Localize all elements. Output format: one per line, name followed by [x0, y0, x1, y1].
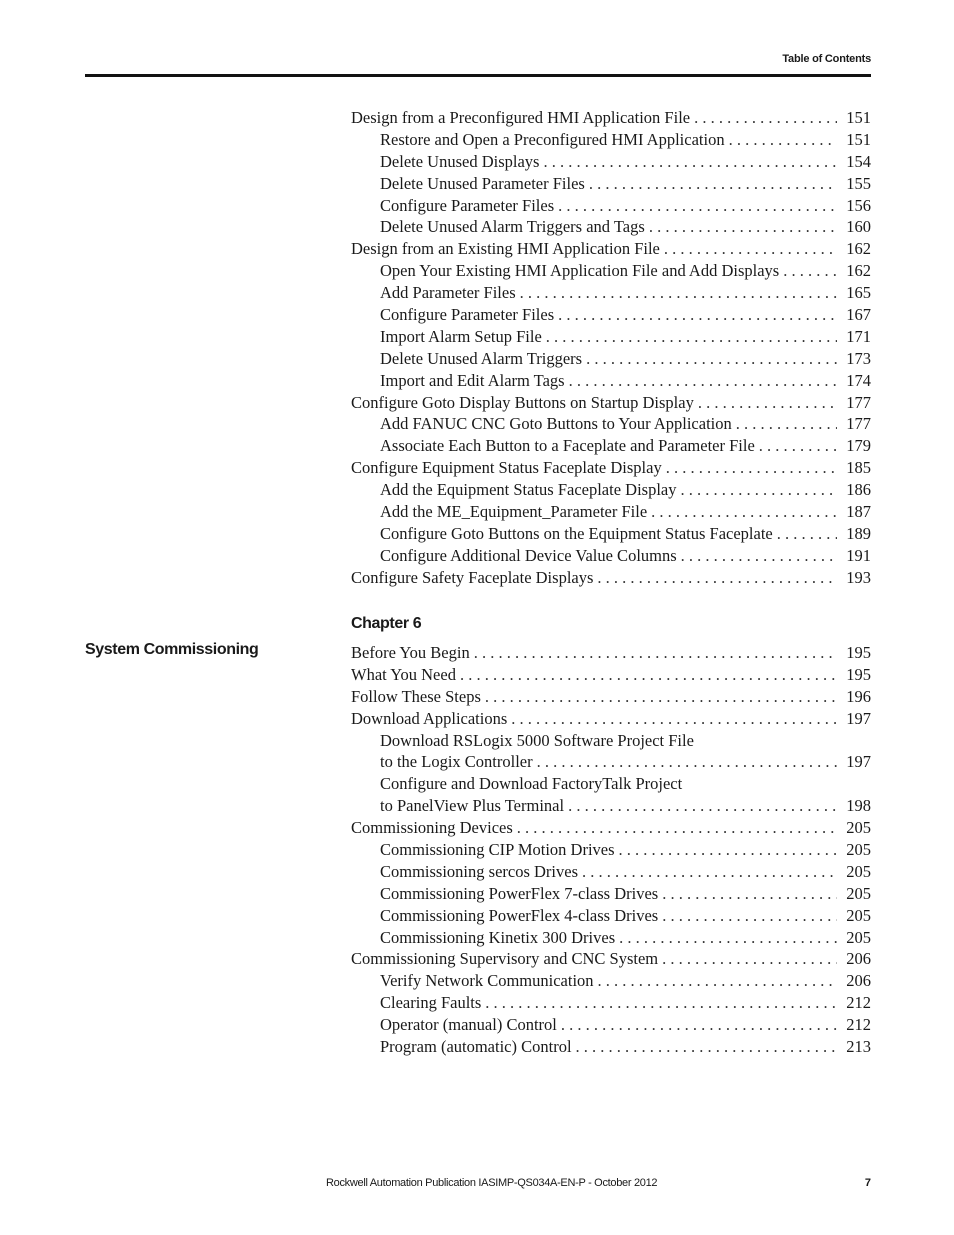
dot-leader: [759, 435, 837, 457]
toc-entry[interactable]: [351, 883, 871, 905]
toc-entry-title: Follow These Steps: [351, 686, 481, 706]
toc-entry[interactable]: [351, 545, 871, 567]
toc-entry-title: Commissioning sercos Drives: [380, 861, 578, 881]
toc-entry[interactable]: [351, 686, 871, 708]
toc-entry[interactable]: [351, 216, 871, 238]
toc-continued-list: [351, 107, 871, 589]
toc-entry[interactable]: [351, 107, 871, 129]
dot-leader: [597, 567, 837, 589]
dot-leader: [561, 1014, 837, 1036]
toc-entry-title: Add the ME_Equipment_Parameter File: [380, 502, 648, 522]
toc-entry-page: 205: [846, 840, 871, 860]
toc-entry[interactable]: [351, 173, 871, 195]
dot-leader: [485, 686, 837, 708]
toc-entry-page: 197: [846, 708, 871, 728]
toc-entry-page: 205: [846, 861, 871, 881]
dot-leader: [517, 817, 837, 839]
toc-entry[interactable]: [351, 304, 871, 326]
toc-entry-page: 165: [846, 283, 871, 303]
toc-entry-title: Delete Unused Alarm Triggers and Tags: [380, 217, 645, 237]
toc-entry-title: Add Parameter Files: [380, 283, 516, 303]
toc-entry-page: 162: [846, 239, 871, 259]
toc-entry-title: Configure Goto Display Buttons on Startup Display: [351, 392, 694, 412]
toc-entry[interactable]: [351, 567, 871, 589]
dot-leader: [598, 970, 837, 992]
dot-leader: [664, 238, 837, 260]
toc-entry[interactable]: [351, 664, 871, 686]
toc-entry-page: 189: [846, 523, 871, 543]
toc-entry-title: Import and Edit Alarm Tags: [380, 370, 565, 390]
toc-entry-title: Commissioning PowerFlex 4-class Drives: [380, 905, 659, 925]
toc-entry-title: Configure Equipment Status Faceplate Display: [351, 458, 662, 478]
dot-leader: [729, 129, 837, 151]
toc-entry-title: Operator (manual) Control: [380, 1015, 557, 1035]
toc-entry-title: Open Your Existing HMI Application File and Add Displays: [380, 261, 780, 281]
toc-entry-title: Download RSLogix 5000 Software Project File: [380, 730, 694, 750]
toc-entry[interactable]: [351, 413, 871, 435]
toc-entry-page: 177: [846, 414, 871, 434]
toc-entry-page: 187: [846, 502, 871, 522]
toc-entry-title: Program (automatic) Control: [380, 1037, 572, 1057]
toc-entry[interactable]: [351, 970, 871, 992]
toc-entry-title: Commissioning Kinetix 300 Drives: [380, 927, 616, 947]
toc-entry-page: 162: [846, 261, 871, 281]
toc-entry-page: 193: [846, 567, 871, 587]
toc-entry[interactable]: [351, 992, 871, 1014]
toc-entry-page: 205: [846, 883, 871, 903]
toc-entry-page: 206: [846, 949, 871, 969]
toc-entry-page: 167: [846, 305, 871, 325]
toc-entry-page: 154: [846, 151, 871, 171]
dot-leader: [558, 304, 837, 326]
toc-entry-page: 177: [846, 392, 871, 412]
toc-entry-title: Add FANUC CNC Goto Buttons to Your Application: [380, 414, 732, 434]
toc-entry-title: Restore and Open a Preconfigured HMI Application: [380, 129, 725, 149]
toc-entry-title: Configure Goto Buttons on the Equipment Status Faceplate: [380, 523, 773, 543]
dot-leader: [680, 479, 837, 501]
toc-entry-page: 186: [846, 480, 871, 500]
toc-entry[interactable]: [351, 326, 871, 348]
toc-entry[interactable]: [351, 948, 871, 970]
dot-leader: [681, 545, 837, 567]
toc-entry[interactable]: [351, 927, 871, 949]
toc-entry-title: Design from a Preconfigured HMI Application File: [351, 108, 691, 127]
toc-entry[interactable]: [351, 708, 871, 730]
dot-leader: [460, 664, 837, 686]
dot-leader: [666, 457, 837, 479]
toc-entry-page: 156: [846, 195, 871, 215]
toc-entry-page: 205: [846, 818, 871, 838]
toc-entry-title: to the Logix Controller: [380, 752, 533, 772]
toc-entry[interactable]: [351, 392, 871, 414]
toc-entry[interactable]: [351, 282, 871, 304]
toc-entry-page: 196: [846, 686, 871, 706]
dot-leader: [546, 326, 837, 348]
dot-leader: [783, 260, 837, 282]
dot-leader: [662, 883, 837, 905]
dot-leader: [619, 839, 837, 861]
toc-entry-title: to PanelView Plus Terminal: [380, 796, 565, 816]
toc-entry-title: Verify Network Communication: [380, 971, 594, 991]
running-header-title: Table of Contents: [782, 53, 871, 65]
toc-entry-title: Add the Equipment Status Faceplate Display: [380, 480, 677, 500]
dot-leader: [651, 501, 837, 523]
toc-entry[interactable]: [351, 129, 871, 151]
toc-entry-title: Commissioning Devices: [351, 818, 513, 838]
toc-entry-title: Clearing Faults: [380, 993, 482, 1013]
dot-leader: [558, 195, 837, 217]
toc-entry-page: 173: [846, 348, 871, 368]
dot-leader: [543, 151, 837, 173]
toc-entry-title: Before You Begin: [351, 643, 470, 662]
dot-leader: [485, 992, 837, 1014]
toc-entry-title: Configure Safety Faceplate Displays: [351, 567, 594, 587]
toc-entry-title: Configure Parameter Files: [380, 195, 555, 215]
dot-leader: [698, 392, 837, 414]
toc-entry-title: Commissioning CIP Motion Drives: [380, 840, 615, 860]
dot-leader: [736, 413, 837, 435]
dot-leader: [662, 905, 837, 927]
toc-entry[interactable]: [351, 773, 871, 795]
toc-entry[interactable]: [351, 195, 871, 217]
toc-entry[interactable]: [351, 905, 871, 927]
header-rule: [85, 74, 871, 77]
toc-entry-page: 212: [846, 1015, 871, 1035]
toc-entry-page: 155: [846, 173, 871, 193]
dot-leader: [474, 642, 837, 664]
toc-entry-title: Configure Additional Device Value Columns: [380, 545, 677, 565]
toc-entry-page: 213: [846, 1037, 871, 1057]
dot-leader: [619, 927, 837, 949]
toc-entry-title: Delete Unused Parameter Files: [380, 173, 585, 193]
toc-entry[interactable]: [351, 839, 871, 861]
toc-entry[interactable]: [351, 751, 871, 773]
toc-entry-page: 195: [846, 643, 871, 662]
dot-leader: [537, 751, 837, 773]
dot-leader: [511, 708, 837, 730]
dot-leader: [649, 216, 837, 238]
toc-entry[interactable]: [351, 348, 871, 370]
toc-entry-page: 185: [846, 458, 871, 478]
toc-entry[interactable]: [351, 730, 871, 752]
toc-entry-title: Associate Each Button to a Faceplate and Parameter File: [380, 436, 755, 456]
toc-chapter6-list: [351, 642, 871, 1058]
footer-page-number: 7: [864, 1177, 871, 1189]
toc-entry-page: 205: [846, 905, 871, 925]
chapter-section-title: System Commissioning: [85, 641, 259, 658]
toc-entry-title: Delete Unused Displays: [380, 151, 540, 171]
toc-entry[interactable]: [351, 1036, 871, 1058]
dot-leader: [576, 1036, 837, 1058]
toc-entry[interactable]: [351, 238, 871, 260]
toc-entry[interactable]: [351, 1014, 871, 1036]
toc-entry-page: 205: [846, 927, 871, 947]
dot-leader: [520, 282, 837, 304]
dot-leader: [694, 107, 837, 129]
toc-entry-title: Delete Unused Alarm Triggers: [380, 348, 583, 368]
toc-entry-page: 151: [846, 129, 871, 149]
dot-leader: [589, 173, 837, 195]
toc-entry-title: Configure Parameter Files: [380, 305, 555, 325]
toc-entry-title: Download Applications: [351, 708, 508, 728]
toc-entry[interactable]: [351, 523, 871, 545]
toc-entry-title: Import Alarm Setup File: [380, 326, 542, 346]
chapter-label: Chapter 6: [351, 615, 422, 632]
toc-entry-page: 171: [846, 326, 871, 346]
toc-entry[interactable]: [351, 795, 871, 817]
toc-entry[interactable]: [351, 501, 871, 523]
dot-leader: [582, 861, 837, 883]
toc-entry-page: 191: [846, 545, 871, 565]
toc-entry-title: Configure and Download FactoryTalk Project: [380, 774, 683, 794]
toc-entry-page: 174: [846, 370, 871, 390]
toc-entry-page: 198: [846, 796, 871, 816]
toc-entry-page: 160: [846, 217, 871, 237]
dot-leader: [662, 948, 837, 970]
toc-entry-page: 197: [846, 752, 871, 772]
dot-leader: [568, 795, 837, 817]
dot-leader: [569, 370, 837, 392]
toc-entry[interactable]: [351, 151, 871, 173]
dot-leader: [777, 523, 837, 545]
toc-entry[interactable]: [351, 457, 871, 479]
toc-entry-page: 151: [846, 108, 871, 127]
toc-entry[interactable]: [351, 370, 871, 392]
toc-entry-page: 212: [846, 993, 871, 1013]
footer-publication: Rockwell Automation Publication IASIMP-QS034A-EN-P - October 2012: [326, 1177, 658, 1189]
toc-entry[interactable]: [351, 861, 871, 883]
toc-entry[interactable]: [351, 642, 871, 664]
toc-entry[interactable]: [351, 435, 871, 457]
toc-entry-page: 195: [846, 664, 871, 684]
toc-entry-title: Commissioning Supervisory and CNC System: [351, 949, 659, 969]
toc-entry-page: 206: [846, 971, 871, 991]
toc-entry[interactable]: [351, 260, 871, 282]
dot-leader: [586, 348, 837, 370]
toc-entry[interactable]: [351, 479, 871, 501]
toc-entry-title: Design from an Existing HMI Application File: [351, 239, 660, 259]
toc-entry-title: What You Need: [351, 664, 456, 684]
toc-entry-title: Commissioning PowerFlex 7-class Drives: [380, 883, 659, 903]
toc-entry-page: 179: [846, 436, 871, 456]
toc-entry[interactable]: [351, 817, 871, 839]
